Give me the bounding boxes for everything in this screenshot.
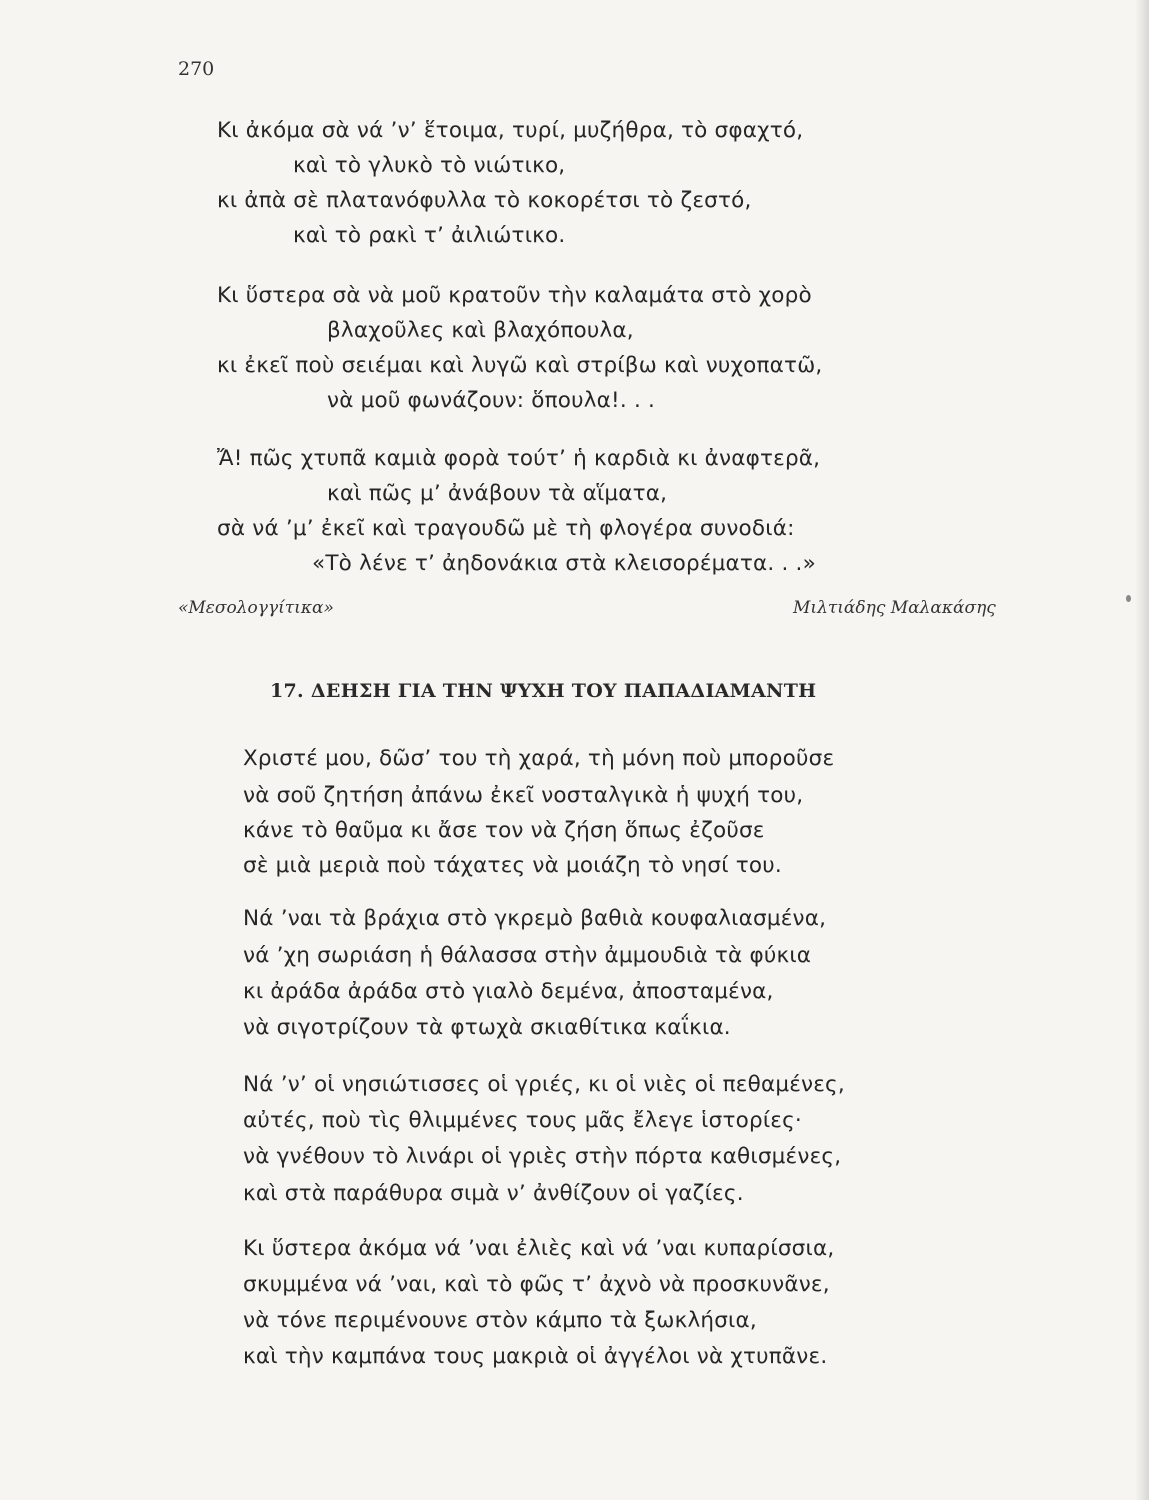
- poem-line: κάνε τὸ θαῦμα κι ἄσε τον νὰ ζήση ὅπως ἐζοῦσε: [243, 818, 765, 843]
- poem-line: κι ἐκεῖ ποὺ σειέμαι καὶ λυγῶ καὶ στρίβω καὶ νυχοπατῶ,: [217, 353, 823, 378]
- poem-line: κι ἀπὰ σὲ πλατανόφυλλα τὸ κοκορέτσι τὸ ζεστό,: [217, 188, 752, 213]
- poem-line: σὰ νά ’μ’ ἐκεῖ καὶ τραγουδῶ μὲ τὴ φλογέρα συνοδιά:: [217, 516, 795, 541]
- poem-source: «Μεσολογγίτικα»: [178, 598, 334, 618]
- poem-line: Νά ’ναι τὰ βράχια στὸ γκρεμὸ βαθιὰ κουφαλιασμένα,: [243, 906, 827, 931]
- poem-line: καὶ πῶς μ’ ἀνάβουν τὰ αἵματα,: [327, 481, 668, 506]
- poem-heading: 17. ΔΕΗΣΗ ΓΙΑ ΤΗΝ ΨΥΧΗ ΤΟΥ ΠΑΠΑΔΙΑΜΑΝΤΗ: [270, 680, 817, 702]
- poem-line: σκυμμένα νά ’ναι, καὶ τὸ φῶς τ’ ἀχνὸ νὰ προσκυνᾶνε,: [243, 1272, 830, 1297]
- poem-line: νὰ τόνε περιμένουνε στὸν κάμπο τὰ ξωκλήσια,: [243, 1308, 757, 1333]
- poem-line: «Τὸ λένε τ’ ἀηδονάκια στὰ κλεισορέματα. . .»: [312, 551, 816, 576]
- poem-line: Νά ’ν’ οἱ νησιώτισσες οἱ γριές, κι οἱ νιὲς οἱ πεθαμένες,: [243, 1072, 845, 1097]
- poem-line: νὰ γνέθουν τὸ λινάρι οἱ γριὲς στὴν πόρτα καθισμένες,: [243, 1144, 842, 1169]
- poem-line: καὶ τὸ ρακὶ τ’ ἀιλιώτικο.: [293, 223, 566, 248]
- page-edge-shadow: [1135, 0, 1149, 1500]
- poem-line: καὶ τὸ γλυκὸ τὸ νιώτικο,: [293, 153, 566, 178]
- page-number: 270: [178, 58, 215, 80]
- poem-line: βλαχοῦλες καὶ βλαχόπουλα,: [327, 318, 634, 343]
- poem-line: νά ’χη σωριάση ἡ θάλασσα στὴν ἀμμουδιὰ τὰ φύκια: [243, 943, 812, 968]
- poem-line: νὰ σιγοτρίζουν τὰ φτωχὰ σκιαθίτικα καΐκια.: [243, 1015, 731, 1040]
- poem-author: Μιλτιάδης Μαλακάσης: [793, 598, 996, 618]
- poem-line: αὐτές, ποὺ τὶς θλιμμένες τους μᾶς ἔλεγε ἱστορίες·: [243, 1108, 802, 1133]
- poem-line: Κι ἀκόμα σὰ νά ’ν’ ἕτοιμα, τυρί, μυζήθρα, τὸ σφαχτό,: [217, 118, 804, 143]
- poem-line: Κι ὕστερα ἀκόμα νά ’ναι ἐλιὲς καὶ νά ’ναι κυπαρίσσια,: [243, 1236, 835, 1261]
- poem-line: νὰ μοῦ φωνάζουν: ὅπουλα!. . .: [327, 388, 656, 413]
- poem-line: Χριστέ μου, δῶσ’ του τὴ χαρά, τὴ μόνη ποὺ μποροῦσε: [243, 746, 835, 771]
- poem-line: καὶ τὴν καμπάνα τους μακριὰ οἱ ἀγγέλοι νὰ χτυπᾶνε.: [243, 1344, 828, 1369]
- poem-line: Κι ὕστερα σὰ νὰ μοῦ κρατοῦν τὴν καλαμάτα στὸ χορὸ: [217, 283, 812, 308]
- poem-line: Ἄ! πῶς χτυπᾶ καμιὰ φορὰ τούτ’ ἡ καρδιὰ κι ἀναφτερᾶ,: [217, 446, 821, 471]
- poem-line: σὲ μιὰ μεριὰ ποὺ τάχατες νὰ μοιάζη τὸ νησί του.: [243, 853, 782, 878]
- poem-line: κι ἀράδα ἀράδα στὸ γιαλὸ δεμένα, ἀποσταμένα,: [243, 979, 774, 1004]
- margin-speck: [1126, 595, 1131, 602]
- poem-line: νὰ σοῦ ζητήση ἀπάνω ἐκεῖ νοσταλγικὰ ἡ ψυχή του,: [243, 783, 804, 808]
- poem-line: καὶ στὰ παράθυρα σιμὰ ν’ ἀνθίζουν οἱ γαζίες.: [243, 1181, 744, 1206]
